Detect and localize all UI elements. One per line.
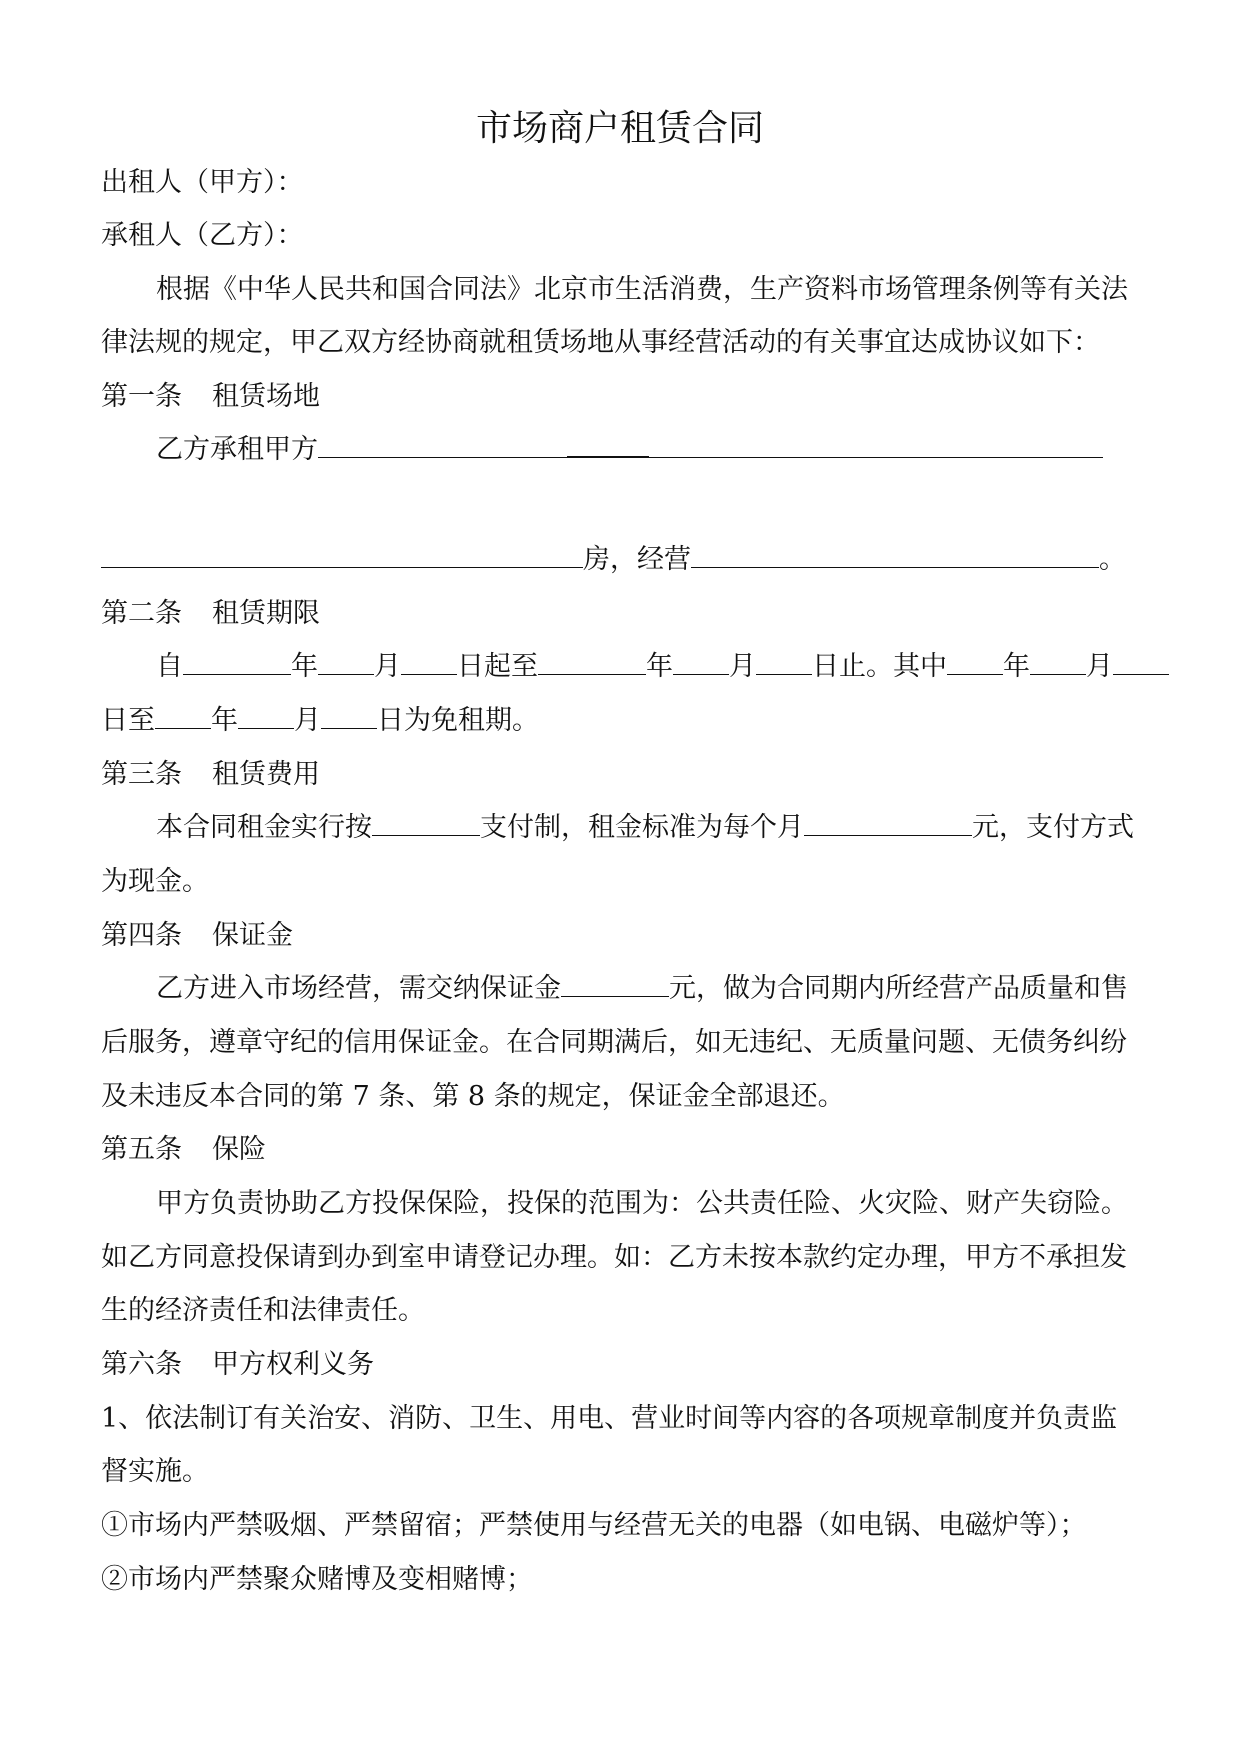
text-month: 月: [1086, 651, 1113, 682]
lessee-line: 承租人（乙方）：: [101, 220, 304, 251]
article-1-line-2: [101, 540, 1126, 580]
text-end-among: 日止。其中: [812, 651, 947, 682]
article-5-line-2: 如乙方同意投保请到办到室申请登记办理。如：乙方未按本款约定办理，甲方不承担发: [101, 1242, 1127, 1273]
room-blank: [101, 541, 583, 568]
text-year: 年: [291, 651, 318, 682]
article-2-heading: [101, 594, 320, 634]
lessor-line: 出租人（甲方）：: [101, 167, 304, 198]
start-day-blank: [401, 648, 457, 675]
text-month: 月: [374, 651, 401, 682]
article-5-heading: [101, 1130, 266, 1170]
end-month-blank: [673, 648, 729, 675]
payment-cycle-blank: [372, 809, 480, 836]
deposit-amount-blank: [561, 970, 669, 997]
monthly-rent-blank: [804, 809, 972, 836]
free-end-year-blank: [155, 702, 211, 729]
rent-text-a: 本合同租金实行按: [156, 812, 372, 843]
text-year: 年: [1003, 651, 1030, 682]
end-year-blank: [538, 648, 646, 675]
free-end-month-blank: [238, 702, 294, 729]
preamble-line-1: 根据《中华人民共和国合同法》北京市生活消费，生产资料市场管理条例等有关法: [156, 274, 1128, 305]
deposit-text-b: 元，做为合同期内所经营产品质量和售: [669, 973, 1128, 1004]
article-1-mid: 房，经营: [583, 544, 691, 575]
free-start-day-blank: [1113, 648, 1169, 675]
article-number: 第四条: [101, 920, 182, 951]
text-month: 月: [294, 705, 321, 736]
article-number: 第三条: [101, 759, 182, 790]
rent-text-b: 支付制，租金标准为每个月: [480, 812, 804, 843]
free-end-day-blank: [321, 702, 377, 729]
text-zi: 自: [156, 651, 183, 682]
premises-blank: [318, 431, 1103, 458]
article-1-end: 。: [1099, 544, 1126, 575]
article-1-line-1: [156, 430, 1103, 470]
end-day-blank: [756, 648, 812, 675]
text-day-to: 日至: [101, 705, 155, 736]
text-year: 年: [211, 705, 238, 736]
text-year: 年: [646, 651, 673, 682]
text-day-to: 日起至: [457, 651, 538, 682]
article-6-item-1-line-1: 1、依法制订有关治安、消防、卫生、用电、营业时间等内容的各项规章制度并负责监: [101, 1403, 1118, 1434]
article-title: 保证金: [212, 920, 293, 951]
article-number: 第五条: [101, 1134, 182, 1165]
article-3-line-1: [156, 808, 1134, 848]
article-2-line-2: [101, 701, 539, 741]
article-4-line-1: [156, 969, 1128, 1009]
article-title: 租赁费用: [212, 759, 320, 790]
article-1-heading: [101, 377, 320, 417]
article-3-line-2: 为现金。: [101, 866, 209, 897]
article-5-line-3: 生的经济责任和法律责任。: [101, 1295, 425, 1326]
start-month-blank: [318, 648, 374, 675]
article-6-item-1-line-2: 督实施。: [101, 1456, 209, 1487]
article-number: 第一条: [101, 381, 182, 412]
text-month: 月: [729, 651, 756, 682]
article-title: 保险: [212, 1134, 266, 1165]
article-title: 租赁期限: [212, 598, 320, 629]
start-year-blank: [183, 648, 291, 675]
free-start-month-blank: [1030, 648, 1086, 675]
article-2-line-1: [156, 647, 1169, 687]
rent-text-c: 元，支付方式: [972, 812, 1134, 843]
article-3-heading: [101, 755, 320, 795]
article-4-line-3: 及未违反本合同的第 7 条、第 8 条的规定，保证金全部退还。: [101, 1081, 845, 1112]
article-4-line-2: 后服务，遵章守纪的信用保证金。在合同期满后，如无违纪、无质量问题、无债务纠纷: [101, 1027, 1127, 1058]
article-5-line-1: 甲方负责协助乙方投保保险，投保的范围为：公共责任险、火灾险、财产失窃险。: [156, 1188, 1128, 1219]
article-4-heading: [101, 916, 293, 956]
article-title: 甲方权利义务: [212, 1349, 374, 1380]
free-start-year-blank: [947, 648, 1003, 675]
business-blank: [691, 541, 1099, 568]
article-1-prefix: 乙方承租甲方: [156, 434, 318, 465]
article-number: 第二条: [101, 598, 182, 629]
article-title: 租赁场地: [212, 381, 320, 412]
preamble-line-2: 律法规的规定，甲乙双方经协商就租赁场地从事经营活动的有关事宜达成协议如下：: [101, 327, 1100, 358]
article-6-heading: [101, 1345, 374, 1385]
text-free-period: 日为免租期。: [377, 705, 539, 736]
short-underline-mark: [567, 456, 649, 457]
article-6-subitem-2: ②市场内严禁聚众赌博及变相赌博；: [101, 1564, 533, 1595]
deposit-text-a: 乙方进入市场经营，需交纳保证金: [156, 973, 561, 1004]
document-title: 市场商户租赁合同: [475, 108, 764, 149]
article-number: 第六条: [101, 1349, 182, 1380]
article-6-subitem-1: ①市场内严禁吸烟、严禁留宿；严禁使用与经营无关的电器（如电锅、电磁炉等）；: [101, 1510, 1087, 1541]
